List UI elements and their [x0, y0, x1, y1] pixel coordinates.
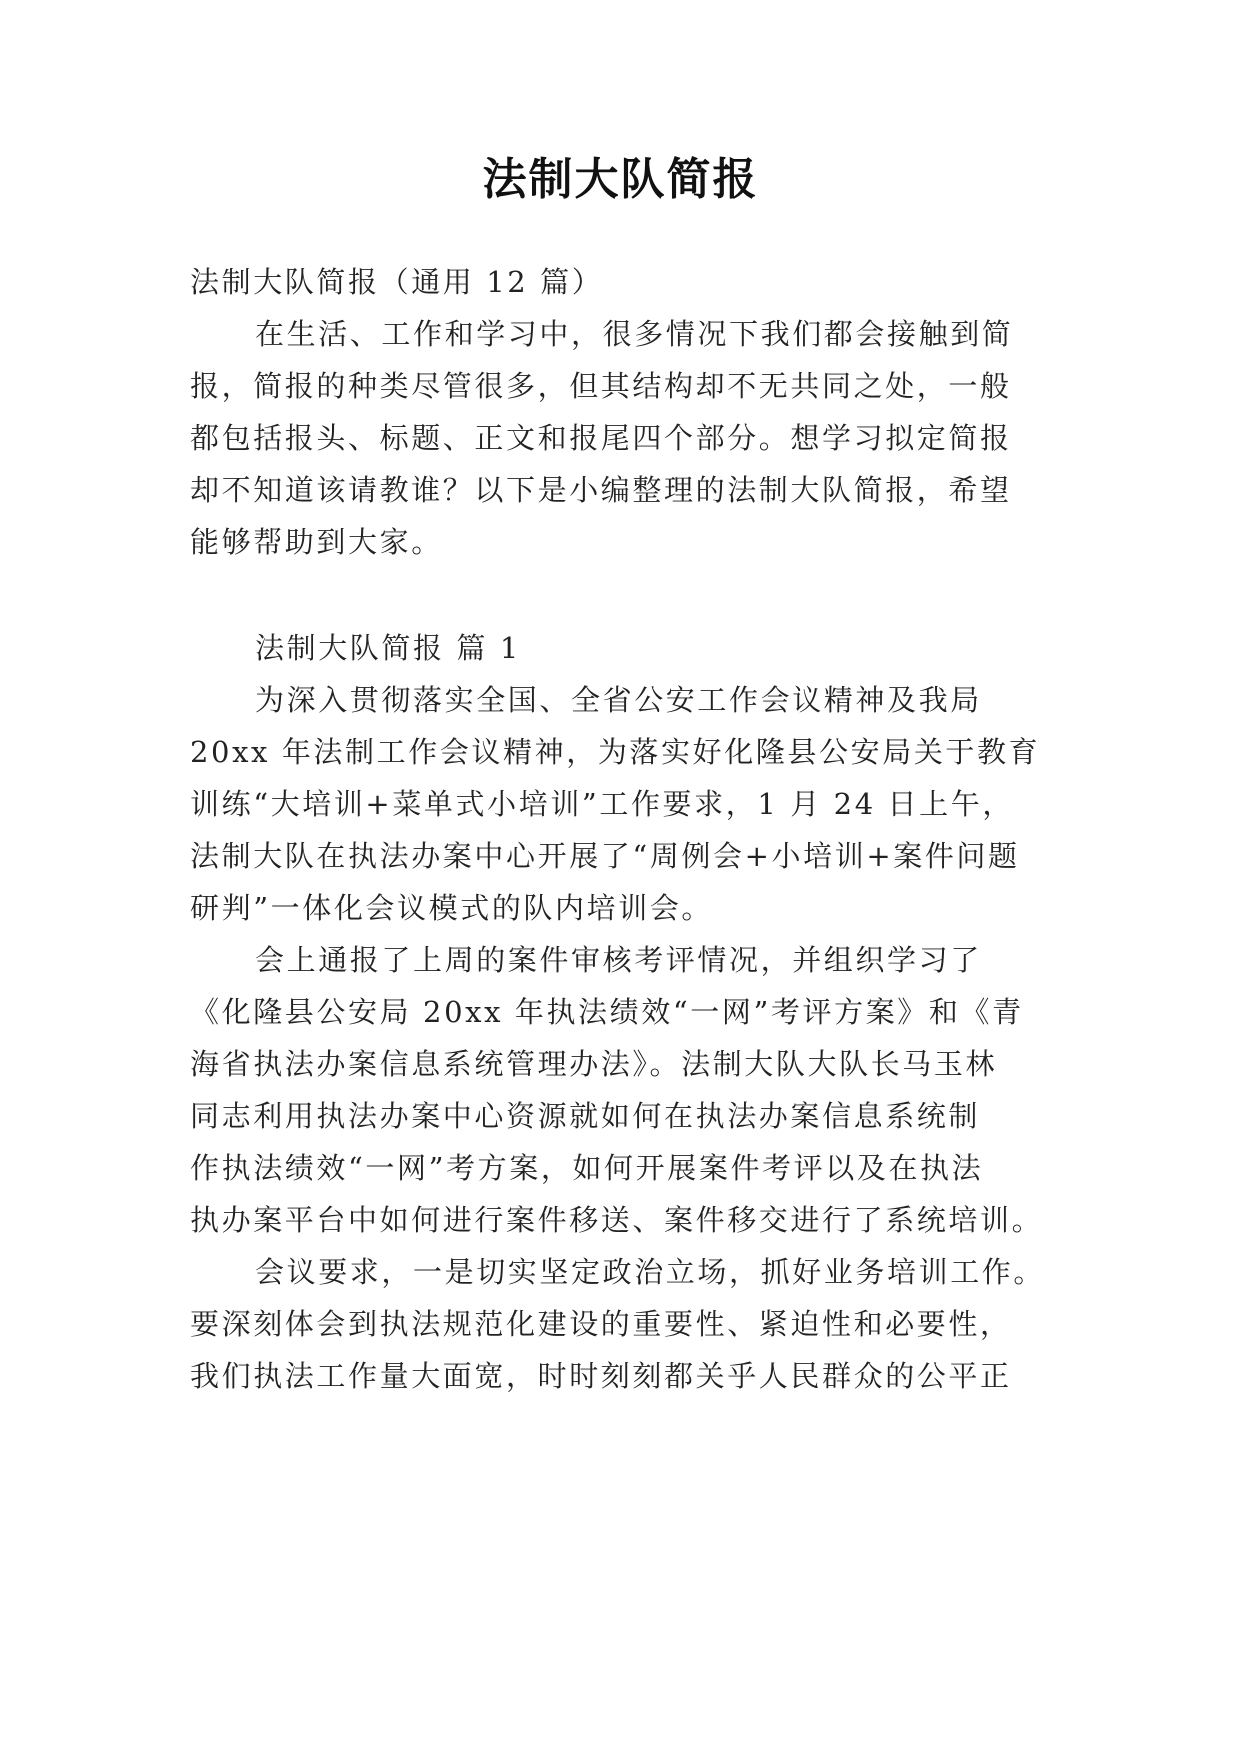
text-line: 我们执法工作量大面宽，时时刻刻都关乎人民群众的公平正 — [190, 1359, 1012, 1393]
text-line: 会议要求，一是切实坚定政治立场，抓好业务培训工作。 — [255, 1255, 1046, 1289]
text-line: 作执法绩效“一网”考方案，如何开展案件考评以及在执法 — [190, 1151, 984, 1185]
text-line: 执办案平台中如何进行案件移送、案件移交进行了系统培训。 — [190, 1203, 1044, 1237]
document-subtitle: 法制大队简报（通用 12 篇） — [190, 265, 604, 299]
text-line: 在生活、工作和学习中，很多情况下我们都会接触到简 — [255, 317, 1014, 351]
text-line: 训练“大培训+菜单式小培训”工作要求，1 月 24 日上午， — [190, 787, 1014, 821]
text-line: 能够帮助到大家。 — [190, 525, 443, 559]
section-heading: 法制大队简报 篇 1 — [255, 631, 521, 665]
text-line: 《化隆县公安局 20xx 年执法绩效“一网”考评方案》和《青 — [190, 995, 1024, 1029]
text-line: 同志利用执法办案中心资源就如何在执法办案信息系统制 — [190, 1099, 981, 1133]
text-line: 要深刻体会到执法规范化建设的重要性、紧迫性和必要性， — [190, 1307, 1012, 1341]
text-line: 却不知道该请教谁？以下是小编整理的法制大队简报，希望 — [190, 473, 1012, 507]
document-title: 法制大队简报 — [482, 154, 759, 205]
text-line: 20xx 年法制工作会议精神，为落实好化隆县公安局关于教育 — [190, 735, 1041, 769]
text-line: 海省执法办案信息系统管理办法》。法制大队大队长马玉林 — [190, 1047, 998, 1081]
text-line: 为深入贯彻落实全国、全省公安工作会议精神及我局 — [255, 683, 982, 717]
text-line: 会上通报了上周的案件审核考评情况，并组织学习了 — [255, 943, 982, 977]
text-line: 研判”一体化会议模式的队内培训会。 — [190, 891, 714, 925]
text-line: 都包括报头、标题、正文和报尾四个部分。想学习拟定简报 — [190, 421, 1012, 455]
text-line: 法制大队在执法办案中心开展了“周例会+小培训+案件问题 — [190, 839, 1020, 873]
text-line: 报，简报的种类尽管很多，但其结构却不无共同之处，一般 — [190, 369, 1012, 403]
